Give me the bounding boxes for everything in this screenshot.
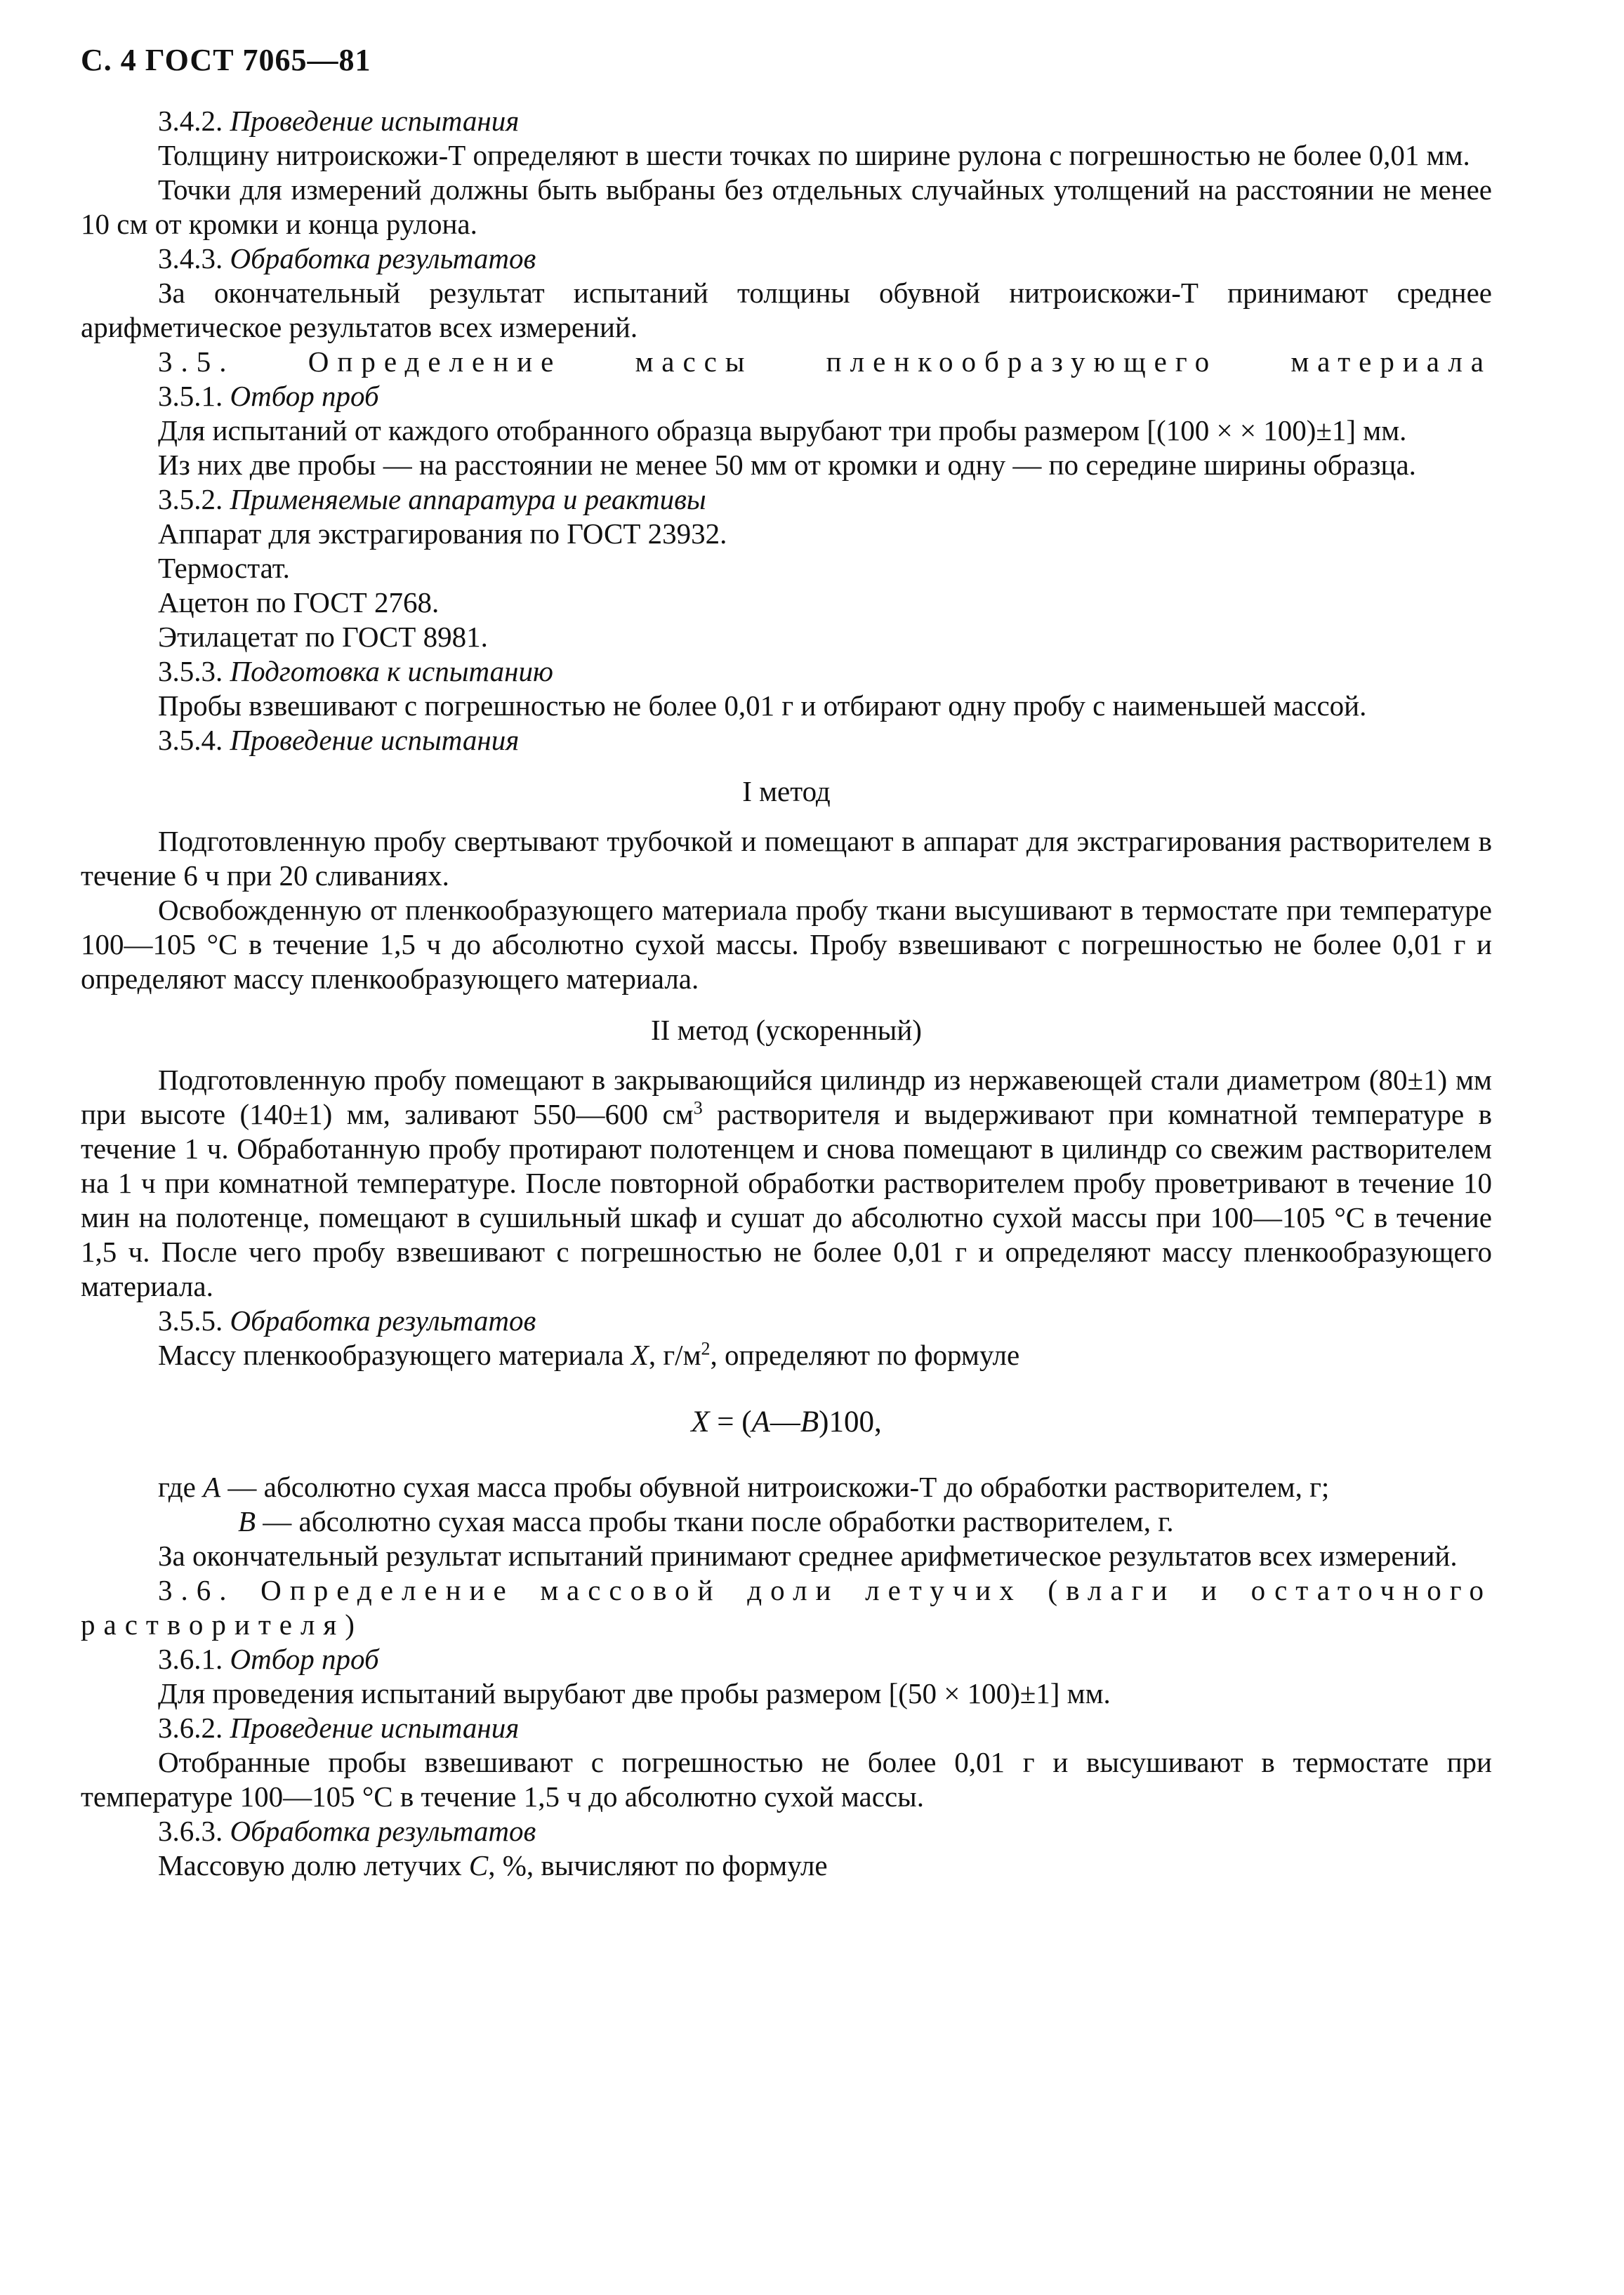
paragraph <box>81 1848 1492 1883</box>
formula-minus: — <box>770 1406 800 1438</box>
section-number: 3.5.5. <box>158 1304 230 1337</box>
section-number: 3.6.1. <box>158 1643 230 1675</box>
list-item: Аппарат для экстрагирования по ГОСТ 23932. <box>158 517 727 550</box>
method-1-title: I метод <box>742 775 831 807</box>
section-heading-3-5-1 <box>81 379 1492 414</box>
section-title: Определение массовой доли летучих (влаги и остаточного растворителя) <box>81 1574 1493 1641</box>
section-number: 3.5.1. <box>158 380 230 412</box>
section-number: 3.5. <box>158 345 308 378</box>
superscript: 3 <box>693 1097 703 1118</box>
formula-text: )100, <box>819 1406 882 1438</box>
section-heading-3-5-2 <box>81 482 1492 517</box>
variable: С <box>468 1849 489 1881</box>
section-heading-3-4-3 <box>81 242 1492 276</box>
list-item: Этилацетат по ГОСТ 8981. <box>158 621 488 653</box>
variable: A <box>203 1471 221 1503</box>
text-run: Массовую долю летучих <box>158 1849 469 1881</box>
section-title: Проведение испытания <box>230 1712 520 1744</box>
section-number: 3.6.3. <box>158 1815 230 1847</box>
section-heading-3-6 <box>81 1573 1492 1642</box>
formula-lhs: X <box>691 1406 710 1438</box>
superscript: 2 <box>701 1338 711 1359</box>
text-run: , г/м <box>648 1339 701 1371</box>
section-number: 3.6. <box>158 1574 261 1606</box>
text-run: Подготовленную пробу помещают в закрывающийся цилиндр из нержавеющей стали диаметром (80±1) мм при высоте (140±1) мм, заливают 550—600 см <box>81 1064 1492 1130</box>
paragraph: Подготовленную пробу свертывают трубочкой и помещают в аппарат для экстрагирования растворителем в течение 6 ч при 20 сливаниях. <box>81 825 1492 892</box>
where-line-a <box>81 1470 1492 1504</box>
document-page <box>81 42 1492 1883</box>
formula-var-a: A <box>751 1406 770 1438</box>
text-run: — абсолютно сухая масса пробы ткани после обработки растворителем, г. <box>256 1505 1174 1537</box>
section-title: Обработка результатов <box>230 1304 536 1337</box>
section-heading-3-6-3 <box>81 1814 1492 1848</box>
section-number: 3.4.2. <box>158 105 230 137</box>
list-item: Ацетон по ГОСТ 2768. <box>158 586 440 619</box>
paragraph: Освобожденную от пленкообразующего материала пробу ткани высушивают в термостате при температуре 100—105 °С в течение 1,5 ч до абсолютно сухой массы. Пробу взвешивают с погрешностью не более 0,01 г и определяют массу пленкообразующего материала. <box>81 894 1492 995</box>
section-title: Обработка результатов <box>230 242 536 275</box>
section-number: 3.6.2. <box>158 1712 230 1744</box>
paragraph: Для проведения испытаний вырубают две пробы размером [(50 × 100)±1] мм. <box>158 1677 1111 1709</box>
paragraph: Отобранные пробы взвешивают с погрешностью не более 0,01 г и высушивают в термостате при температуре 100—105 °С в течение 1,5 ч до абсолютно сухой массы. <box>81 1746 1492 1813</box>
method-2-title: II метод (ускоренный) <box>651 1014 922 1046</box>
paragraph: Пробы взвешивают с погрешностью не более 0,01 г и отбирают одну пробу с наименьшей массой. <box>158 689 1367 722</box>
formula-mass <box>81 1405 1492 1439</box>
list-item: Термостат. <box>158 552 290 584</box>
paragraph: За окончательный результат испытаний принимают среднее арифметическое результатов всех измерений. <box>158 1540 1458 1572</box>
paragraph: Из них две пробы — на расстоянии не менее 50 мм от кромки и одну — по середине ширины образца. <box>158 449 1416 481</box>
section-heading-3-6-2 <box>81 1711 1492 1745</box>
section-title: Обработка результатов <box>230 1815 536 1847</box>
where-line-b <box>81 1504 1492 1539</box>
section-title: Отбор проб <box>230 1643 379 1675</box>
formula-var-b: B <box>800 1406 819 1438</box>
paragraph <box>81 1338 1492 1373</box>
section-heading-3-5-4 <box>81 723 1492 758</box>
section-title: Проведение испытания <box>230 724 520 756</box>
section-number: 3.5.4. <box>158 724 230 756</box>
section-number: 3.5.2. <box>158 483 230 515</box>
section-heading-3-5-3 <box>81 654 1492 689</box>
section-heading-3-5-5 <box>81 1304 1492 1338</box>
variable: B <box>238 1505 256 1537</box>
where-word: где <box>158 1471 204 1503</box>
formula-text: = ( <box>709 1406 752 1438</box>
text-run: — абсолютно сухая масса пробы обувной нитроискожи-Т до обработки растворителем, г; <box>220 1471 1330 1503</box>
paragraph: Толщину нитроискожи-Т определяют в шести точках по ширине рулона с погрешностью не более 0,01 мм. <box>158 139 1470 171</box>
text-run: , %, вычисляют по формуле <box>488 1849 828 1881</box>
section-title: Проведение испытания <box>230 105 520 137</box>
paragraph: Для испытаний от каждого отобранного образца вырубают три пробы размером [(100 × × 100)±1] мм. <box>158 414 1407 447</box>
text-run: растворителя и выдерживают при комнатной температуре в течение 1 ч. Обработанную пробу протирают полотенцем и снова помещают в цилиндр со свежим растворителем на 1 ч при комнатной температуре. После повторной обработки растворителем пробу проветривают в течение 10 мин на полотенце, помещают в сушильный шкаф и сушат до абсолютно сухой массы при 100—105 °С в течение 1,5 ч. После чего пробу взвешивают с погрешностью не более 0,01 г и определяют массу пленкообразующего материала. <box>81 1098 1492 1302</box>
section-heading-3-6-1 <box>81 1642 1492 1676</box>
text-run: Массу пленкообразующего материала <box>158 1339 631 1371</box>
section-heading-3-5 <box>81 345 1492 379</box>
paragraph: За окончательный результат испытаний толщины обувной нитроискожи-Т принимают среднее арифметическое результатов всех измерений. <box>81 277 1492 343</box>
section-title: Подготовка к испытанию <box>230 655 553 687</box>
section-number: 3.4.3. <box>158 242 230 275</box>
variable: X <box>631 1339 649 1371</box>
text-run: , определяют по формуле <box>710 1339 1020 1371</box>
section-number: 3.5.3. <box>158 655 230 687</box>
section-title: Отбор проб <box>230 380 379 412</box>
paragraph: Точки для измерений должны быть выбраны без отдельных случайных утолщений на расстоянии не менее 10 см от кромки и конца рулона. <box>81 173 1492 240</box>
section-heading-3-4-2 <box>81 104 1492 138</box>
paragraph <box>81 1063 1492 1304</box>
page-header: С. 4 ГОСТ 7065—81 <box>81 43 371 77</box>
section-title: Применяемые аппаратура и реактивы <box>230 483 706 515</box>
section-title: Определение массы пленкообразующего материала <box>308 345 1493 378</box>
